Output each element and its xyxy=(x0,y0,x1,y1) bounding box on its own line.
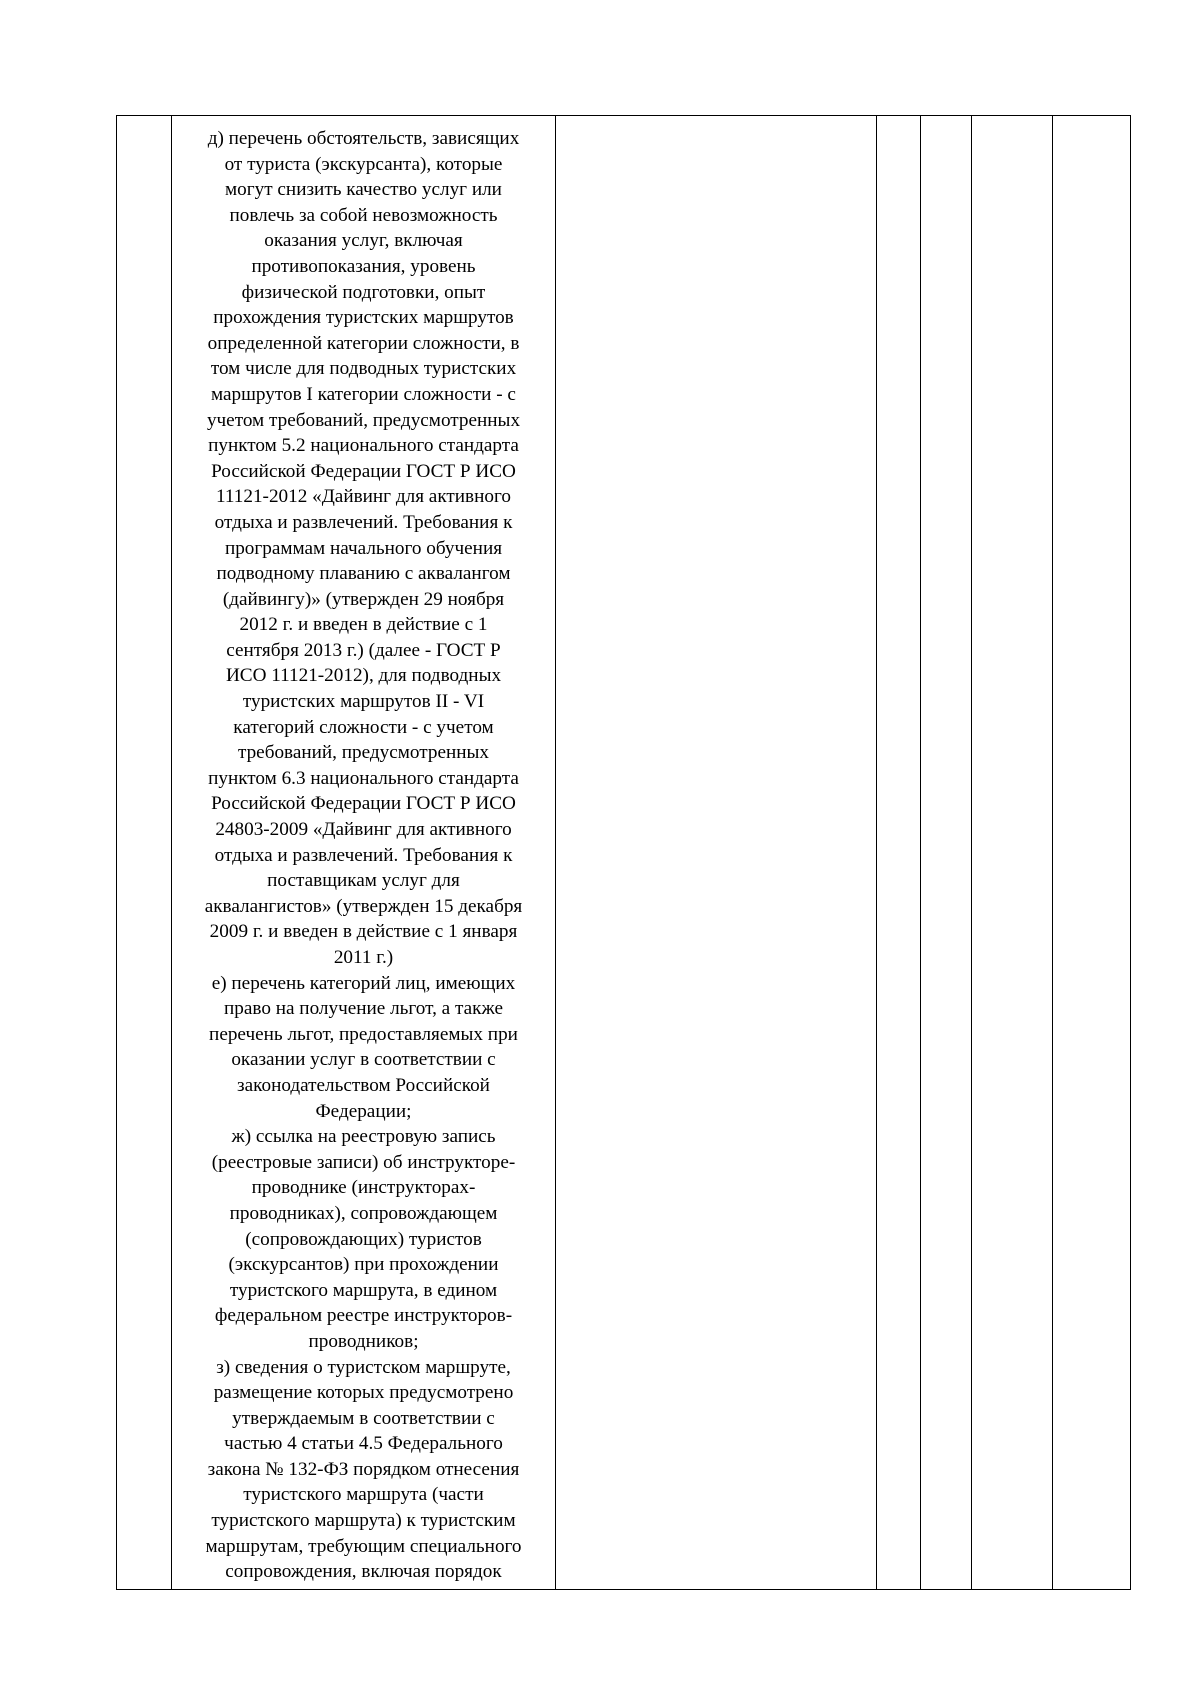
text-line: утверждаемым в соответствии с xyxy=(232,1407,495,1429)
text-line: ИСО 11121-2012), для подводных xyxy=(225,665,502,687)
text-line: е) перечень категорий лиц, имеющих xyxy=(211,972,516,994)
text-line: поставщикам услуг для xyxy=(267,870,460,892)
text-line: программам начального обучения xyxy=(224,537,503,559)
no-cell xyxy=(921,116,972,1590)
text-line: (сопровождающих) туристов xyxy=(245,1228,482,1250)
text-line: маршрутам, требующим специального xyxy=(205,1535,522,1557)
text-line: определенной категории сложности, в xyxy=(207,332,520,354)
text-line: пунктом 6.3 национального стандарта xyxy=(208,767,519,789)
text-line: сентября 2013 г.) (далее - ГОСТ Р xyxy=(226,639,501,661)
text-line: том числе для подводных туристских xyxy=(210,358,517,380)
paragraph xyxy=(176,1124,551,1354)
text-line: оказания услуг, включая xyxy=(264,230,463,252)
details-cell xyxy=(556,116,877,1590)
text-line: з) сведения о туристском маршруте, xyxy=(216,1356,511,1378)
yes-cell xyxy=(877,116,921,1590)
text-line: ж) ссылка на реестровую запись xyxy=(231,1126,496,1148)
text-line: право на получение льгот, а также xyxy=(224,998,503,1020)
text-line: маршрутов I категории сложности - с xyxy=(211,383,516,405)
text-line: законодательством Российской xyxy=(237,1074,490,1096)
text-line: частью 4 статьи 4.5 Федерального xyxy=(224,1433,503,1455)
text-line: Федерации; xyxy=(315,1100,412,1122)
notes-cell xyxy=(1053,116,1131,1590)
text-line: пунктом 5.2 национального стандарта xyxy=(208,435,519,457)
text-line: 2011 г.) xyxy=(333,947,394,968)
text-line: туристского маршрута, в едином xyxy=(229,1279,498,1301)
text-line: от туриста (экскурсанта), которые xyxy=(224,153,503,175)
number-cell xyxy=(117,116,172,1590)
text-line: (реестровые записи) об инструкторе- xyxy=(211,1151,516,1173)
text-line: прохождения туристских маршрутов xyxy=(213,307,514,329)
paragraph xyxy=(176,126,551,971)
text-line: федеральном реестре инструкторов- xyxy=(214,1305,513,1327)
text-line: закона № 132-ФЗ порядком отнесения xyxy=(207,1458,520,1480)
text-line: противопоказания, уровень xyxy=(251,255,476,277)
text-line: сопровождения, включая порядок xyxy=(225,1561,502,1583)
text-line: 24803-2009 «Дайвинг для активного xyxy=(215,819,512,841)
text-line: Российской Федерации ГОСТ Р ИСО xyxy=(211,793,516,815)
text-line: категорий сложности - с учетом xyxy=(233,716,494,738)
checklist-table xyxy=(116,115,1131,1590)
requirement-text xyxy=(172,116,555,1585)
text-line: требований, предусмотренных xyxy=(237,742,490,764)
text-line: отдыха и развлечений. Требования к xyxy=(214,844,513,866)
table-row xyxy=(117,116,1131,1590)
text-line: физической подготовки, опыт xyxy=(241,281,486,303)
paragraph xyxy=(176,971,551,1125)
text-line: (экскурсантов) при прохождении xyxy=(228,1254,499,1276)
text-line: могут снизить качество услуг или xyxy=(225,179,502,201)
text-line: 2012 г. и введен в действие с 1 xyxy=(239,614,488,636)
text-line: 2009 г. и введен в действие с 1 января xyxy=(209,921,518,943)
text-line: учетом требований, предусмотренных xyxy=(206,409,521,431)
paragraph xyxy=(176,1355,551,1585)
text-line: туристского маршрута (части xyxy=(243,1484,484,1506)
requirement-text-cell xyxy=(172,116,556,1590)
text-line: туристского маршрута) к туристским xyxy=(211,1510,516,1532)
text-line: Российской Федерации ГОСТ Р ИСО xyxy=(211,460,516,482)
text-line: проводнике (инструкторах- xyxy=(251,1177,476,1199)
text-line: перечень льгот, предоставляемых при xyxy=(209,1023,518,1045)
text-line: отдыха и развлечений. Требования к xyxy=(214,511,513,533)
text-line: подводному плаванию с аквалангом xyxy=(216,563,511,585)
text-line: размещение которых предусмотрено xyxy=(213,1382,514,1404)
not-applicable-cell xyxy=(972,116,1053,1590)
text-line: 11121-2012 «Дайвинг для активного xyxy=(216,486,511,508)
text-line: аквалангистов» (утвержден 15 декабря xyxy=(204,895,523,917)
text-line: повлечь за собой невозможность xyxy=(229,204,498,226)
text-line: (дайвингу)» (утвержден 29 ноября xyxy=(222,588,505,610)
text-line: оказании услуг в соответствии с xyxy=(231,1049,496,1071)
text-line: проводников; xyxy=(308,1330,419,1352)
text-line: д) перечень обстоятельств, зависящих xyxy=(207,128,520,149)
text-line: туристских маршрутов II - VI xyxy=(242,691,485,713)
text-line: проводниках), сопровождающем xyxy=(229,1202,498,1224)
